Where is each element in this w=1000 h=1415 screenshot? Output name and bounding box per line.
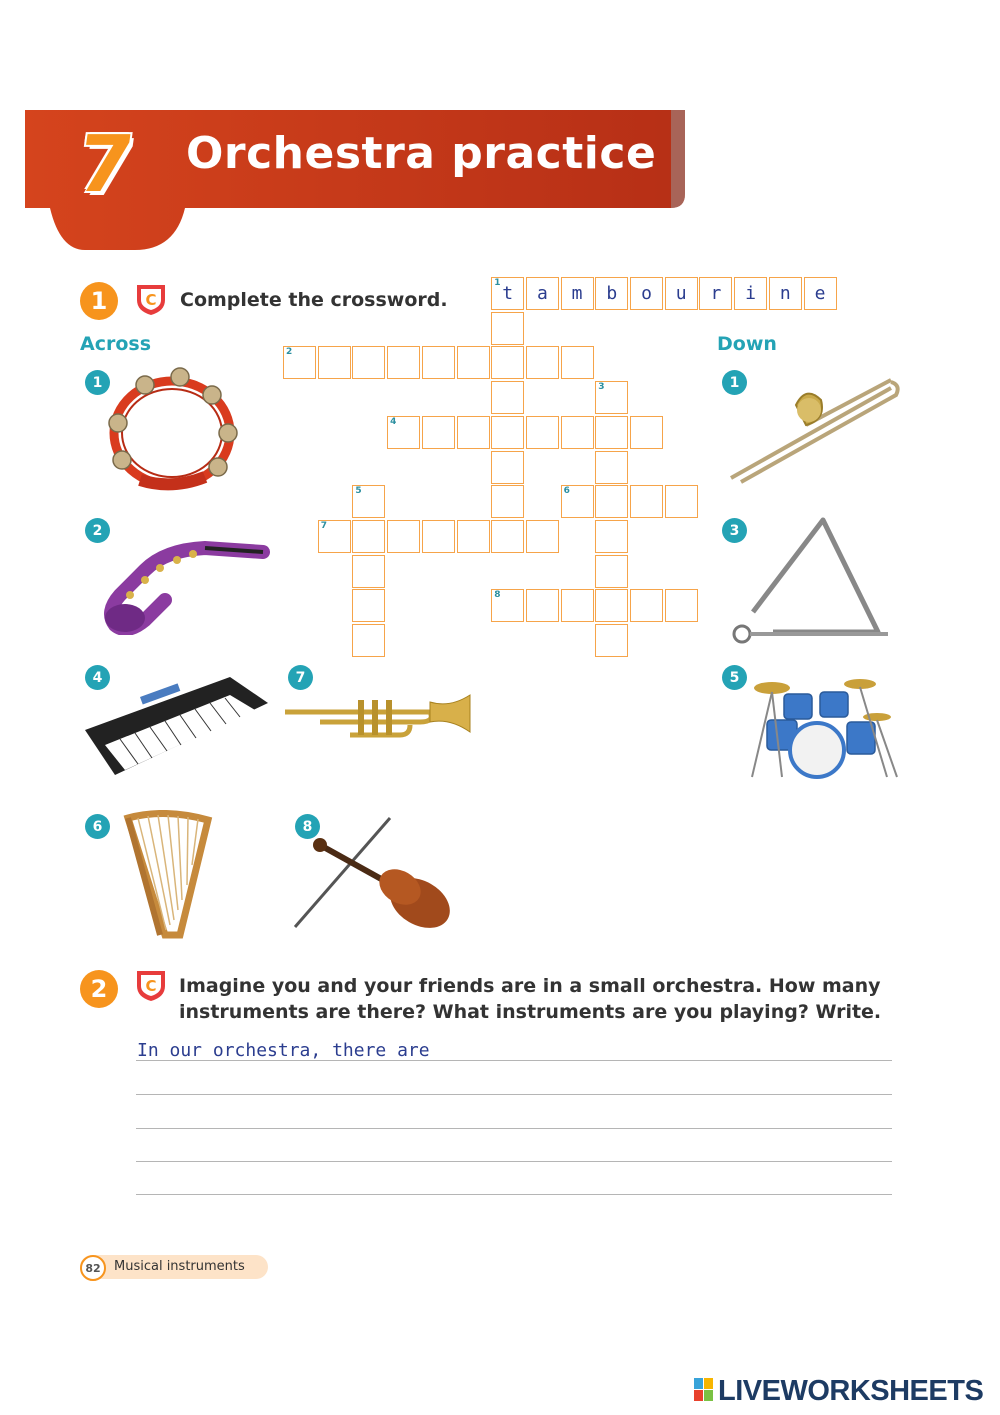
across-clue-6-number: 6 bbox=[85, 814, 110, 839]
crossword-cell-number: 4 bbox=[390, 416, 397, 427]
svg-text:C: C bbox=[145, 291, 157, 309]
unit-title: Orchestra practice bbox=[186, 128, 657, 179]
writing-line[interactable] bbox=[136, 1060, 892, 1061]
crossword-cell[interactable] bbox=[665, 485, 698, 518]
writing-line[interactable] bbox=[136, 1161, 892, 1162]
across-clue-8-number: 8 bbox=[295, 814, 320, 839]
competence-badge-icon bbox=[134, 282, 168, 320]
crossword-cell[interactable] bbox=[804, 277, 837, 310]
crossword-cell[interactable] bbox=[457, 416, 490, 449]
crossword-letter: b bbox=[606, 283, 618, 304]
crossword-cell[interactable] bbox=[352, 346, 385, 379]
footer-label: Musical instruments bbox=[114, 1259, 245, 1274]
crossword-cell[interactable] bbox=[769, 277, 802, 310]
exercise-2-number: 2 bbox=[80, 970, 118, 1008]
brand-name: LIVEWORKSHEETS bbox=[718, 1375, 984, 1407]
crossword-cell[interactable] bbox=[665, 277, 698, 310]
crossword-cell[interactable] bbox=[457, 346, 490, 379]
crossword-cell[interactable] bbox=[352, 589, 385, 622]
crossword-cell[interactable] bbox=[491, 277, 524, 310]
crossword-letter: o bbox=[641, 283, 652, 304]
crossword-cell-number: 3 bbox=[598, 382, 605, 393]
exercise-2-instruction-line-2: instruments are there? What instruments are you playing? Write. bbox=[179, 1001, 882, 1023]
crossword-cell[interactable] bbox=[283, 346, 316, 379]
crossword-cell[interactable] bbox=[561, 346, 594, 379]
crossword-cell[interactable] bbox=[526, 589, 559, 622]
triangle-icon bbox=[728, 512, 893, 651]
down-clue-5-number: 5 bbox=[722, 665, 747, 690]
crossword-cell[interactable] bbox=[595, 485, 628, 518]
crossword-cell[interactable] bbox=[595, 589, 628, 622]
crossword-cell[interactable] bbox=[387, 416, 420, 449]
crossword-cell[interactable] bbox=[491, 451, 524, 484]
crossword-letter: r bbox=[710, 283, 722, 304]
page-number: 82 bbox=[80, 1255, 106, 1281]
crossword-cell[interactable] bbox=[422, 520, 455, 553]
crossword-cell[interactable] bbox=[630, 485, 663, 518]
crossword-cell[interactable] bbox=[526, 277, 559, 310]
crossword-cell[interactable] bbox=[318, 346, 351, 379]
crossword-cell[interactable] bbox=[387, 520, 420, 553]
crossword-cell[interactable] bbox=[699, 277, 732, 310]
crossword-cell[interactable] bbox=[630, 416, 663, 449]
crossword-cell[interactable] bbox=[630, 589, 663, 622]
crossword-cell[interactable] bbox=[491, 346, 524, 379]
crossword-cell[interactable] bbox=[491, 416, 524, 449]
crossword-cell[interactable] bbox=[491, 589, 524, 622]
across-heading: Across bbox=[80, 333, 152, 355]
crossword-cell-number: 5 bbox=[355, 486, 362, 497]
crossword-cell[interactable] bbox=[526, 346, 559, 379]
crossword-cell-number: 2 bbox=[286, 347, 293, 358]
crossword-cell[interactable] bbox=[734, 277, 767, 310]
crossword-cell-number: 8 bbox=[494, 590, 501, 601]
crossword-cell[interactable] bbox=[595, 555, 628, 588]
across-clue-1-number: 1 bbox=[85, 370, 110, 395]
writing-line[interactable] bbox=[136, 1128, 892, 1129]
down-clue-1-number: 1 bbox=[722, 370, 747, 395]
saxophone-icon bbox=[85, 540, 270, 639]
trumpet-icon bbox=[280, 690, 475, 754]
crossword-letter: u bbox=[675, 283, 687, 304]
crossword-cell[interactable] bbox=[352, 485, 385, 518]
crossword-cell[interactable] bbox=[422, 416, 455, 449]
unit-number: 7 bbox=[71, 120, 139, 210]
crossword-cell[interactable] bbox=[561, 485, 594, 518]
crossword-cell[interactable] bbox=[491, 520, 524, 553]
crossword-cell[interactable] bbox=[595, 624, 628, 657]
crossword-cell[interactable] bbox=[595, 381, 628, 414]
crossword-cell[interactable] bbox=[491, 485, 524, 518]
crossword-cell[interactable] bbox=[318, 520, 351, 553]
down-clue-3-number: 3 bbox=[722, 518, 747, 543]
crossword-cell[interactable] bbox=[352, 555, 385, 588]
crossword-cell[interactable] bbox=[352, 624, 385, 657]
crossword-cell[interactable] bbox=[526, 520, 559, 553]
competence-badge-icon bbox=[134, 968, 168, 1006]
crossword-cell[interactable] bbox=[422, 346, 455, 379]
crossword-cell-number: 7 bbox=[320, 520, 327, 531]
answer-start-text: In our orchestra, there are bbox=[137, 1040, 430, 1061]
across-clue-7-number: 7 bbox=[288, 665, 313, 690]
exercise-1-number: 1 bbox=[80, 282, 118, 320]
writing-line[interactable] bbox=[136, 1194, 892, 1195]
crossword-letter: a bbox=[536, 283, 548, 304]
drum-kit-icon bbox=[722, 672, 907, 786]
harp-icon bbox=[120, 810, 215, 944]
writing-line[interactable] bbox=[136, 1094, 892, 1095]
crossword-cell[interactable] bbox=[595, 451, 628, 484]
svg-text:C: C bbox=[145, 977, 157, 995]
exercise-1-instruction: Complete the crossword. bbox=[180, 289, 448, 311]
down-heading: Down bbox=[717, 333, 777, 355]
exercise-2-instruction-line-1: Imagine you and your friends are in a small orchestra. How many bbox=[179, 975, 881, 997]
violin-icon bbox=[290, 815, 470, 939]
crossword-cell[interactable] bbox=[526, 416, 559, 449]
crossword-cell[interactable] bbox=[630, 277, 663, 310]
crossword-letter: m bbox=[571, 283, 583, 304]
tambourine-icon bbox=[100, 365, 250, 504]
crossword-cell-number: 6 bbox=[563, 486, 570, 497]
crossword-letter: e bbox=[814, 283, 826, 304]
across-clue-2-number: 2 bbox=[85, 518, 110, 543]
crossword-cell[interactable] bbox=[457, 520, 490, 553]
crossword-cell[interactable] bbox=[595, 416, 628, 449]
crossword-letter: i bbox=[745, 283, 757, 304]
crossword-cell-number: 1 bbox=[494, 278, 501, 288]
crossword-cell[interactable] bbox=[387, 346, 420, 379]
crossword-cell[interactable] bbox=[595, 277, 628, 310]
liveworksheets-logo-icon bbox=[694, 1378, 714, 1402]
across-clue-4-number: 4 bbox=[85, 665, 110, 690]
crossword-cell[interactable] bbox=[561, 277, 594, 310]
crossword-letter: t bbox=[502, 283, 514, 304]
crossword-cell[interactable] bbox=[665, 589, 698, 622]
crossword-cell[interactable] bbox=[352, 520, 385, 553]
crossword-letter: n bbox=[779, 283, 791, 304]
trombone-icon bbox=[726, 370, 901, 489]
crossword-cell[interactable] bbox=[491, 381, 524, 414]
crossword-cell[interactable] bbox=[561, 589, 594, 622]
crossword-cell[interactable] bbox=[491, 312, 524, 345]
keyboard-icon bbox=[80, 675, 270, 784]
crossword-cell[interactable] bbox=[595, 520, 628, 553]
crossword-cell[interactable] bbox=[561, 416, 594, 449]
